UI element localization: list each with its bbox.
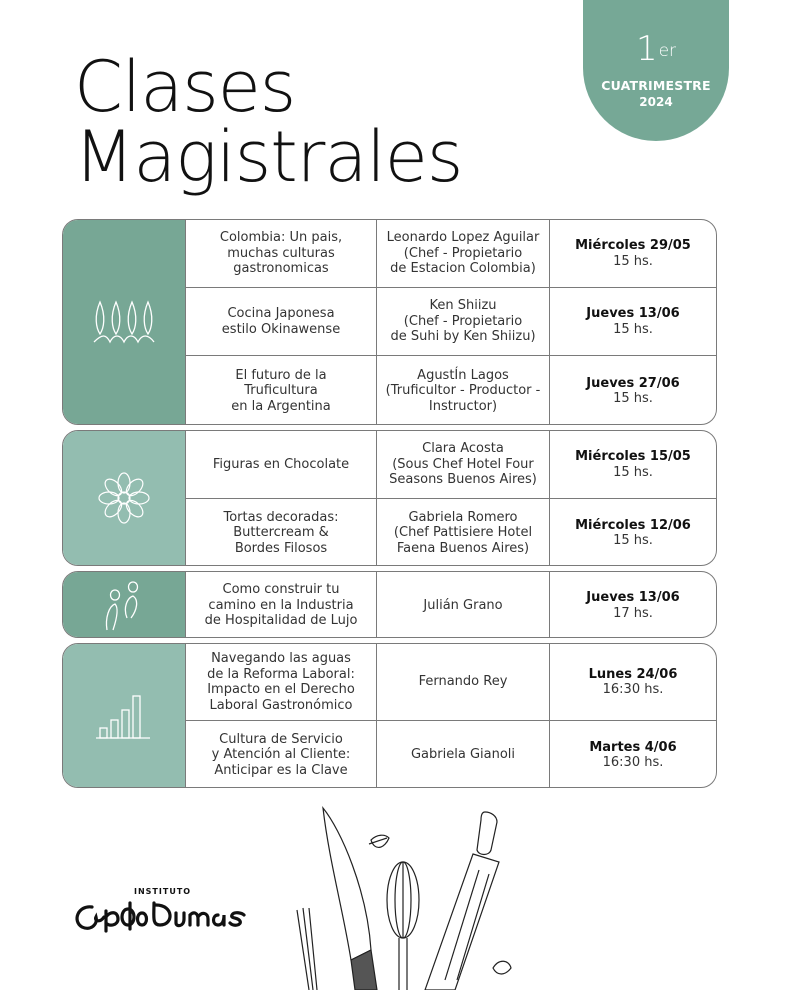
class-day: Lunes 24/06 [588, 666, 678, 682]
flower-icon [95, 469, 153, 527]
class-time: 16:30 hs. [602, 682, 664, 697]
class-date [549, 220, 716, 287]
class-time: 16:30 hs. [602, 755, 664, 770]
class-date [549, 572, 716, 638]
class-topic: Figuras en Chocolate [185, 431, 376, 498]
table-row [185, 355, 716, 425]
class-topic: El futuro de la Truficultura en la Argentina [185, 356, 376, 425]
wheat-icon [92, 298, 156, 346]
class-speaker: Julián Grano [376, 572, 549, 638]
class-date [549, 499, 716, 566]
class-topic: Navegando las aguas de la Reforma Laboral: Impacto en el Derecho Laboral Gastronómico [185, 644, 376, 720]
class-day: Jueves 27/06 [586, 375, 680, 391]
class-day: Miércoles 15/05 [575, 449, 691, 464]
class-speaker: Gabriela Romero (Chef Pattisiere Hotel Faena Buenos Aires) [376, 499, 549, 566]
institute-logo [70, 885, 250, 945]
schedule-group-3 [62, 571, 717, 638]
page-title [74, 46, 463, 198]
signature-logo-icon [70, 897, 248, 939]
class-topic: Como construir tu camino en la Industria de Hospitalidad de Lujo [185, 572, 376, 638]
class-speaker: Ken Shiizu (Chef - Propietario de Suhi by Ken Shiizu) [376, 288, 549, 355]
class-day: Miércoles 29/05 [575, 238, 691, 253]
group-side-panel [63, 644, 185, 787]
class-topic: Cocina Japonesa estilo Okinawense [185, 288, 376, 355]
fork-icon [297, 908, 317, 990]
schedule-group-1 [62, 219, 717, 425]
class-speaker: Fernando Rey [376, 644, 549, 720]
whisk-icon [387, 862, 419, 990]
class-topic: Cultura de Servicio y Atención al Cliente: Anticipar es la Clave [185, 721, 376, 788]
class-time: 15 hs. [613, 321, 653, 337]
leaf-icon [371, 835, 389, 847]
class-speaker: Clara Acosta (Sous Chef Hotel Four Seasons Buenos Aires) [376, 431, 549, 498]
schedule-group-2 [62, 430, 717, 566]
class-speaker: AgustÍn Lagos (Truficultor - Productor - Instructor) [376, 356, 549, 425]
class-speaker: Gabriela Gianoli [376, 721, 549, 788]
class-day: Jueves 13/06 [586, 590, 680, 605]
kitchen-tools-illustration [285, 800, 525, 990]
knife-icon [323, 808, 371, 960]
class-time: 15 hs. [613, 533, 653, 548]
class-day: Miércoles 12/06 [575, 517, 691, 533]
class-topic: Colombia: Un pais, muchas culturas gastronomicas [185, 220, 376, 287]
group-side-panel [63, 220, 185, 424]
class-time: 15 hs. [613, 253, 653, 269]
table-row [185, 644, 716, 720]
rolling-pin-icon [425, 812, 499, 990]
title-line-1: Clases [74, 46, 296, 128]
logo-label: INSTITUTO [134, 887, 192, 896]
table-row [185, 572, 716, 638]
class-time: 15 hs. [613, 464, 653, 480]
badge-year: 2024 [639, 95, 673, 109]
badge-suffix: er [658, 41, 677, 61]
table-row [185, 431, 716, 498]
class-time: 15 hs. [613, 391, 653, 406]
class-date [549, 431, 716, 498]
class-date [549, 644, 716, 720]
table-row [185, 287, 716, 355]
table-row [185, 720, 716, 788]
schedule-group-4 [62, 643, 717, 788]
bar-chart-icon [96, 690, 152, 742]
class-day: Martes 4/06 [589, 739, 677, 755]
class-speaker: Leonardo Lopez Aguilar (Chef - Propietario de Estacion Colombia) [376, 220, 549, 287]
class-date [549, 356, 716, 425]
group-side-panel [63, 431, 185, 565]
class-date [549, 288, 716, 355]
term-badge [583, 0, 729, 141]
table-row [185, 498, 716, 566]
badge-number: 1er [635, 29, 677, 69]
class-time: 17 hs. [613, 605, 653, 621]
class-day: Jueves 13/06 [586, 306, 680, 321]
people-icon [101, 578, 147, 632]
group-side-panel [63, 572, 185, 637]
title-line-2: Magistrales [74, 116, 463, 198]
class-date [549, 721, 716, 788]
badge-term: CUATRIMESTRE [601, 78, 711, 93]
table-row [185, 220, 716, 287]
class-topic: Tortas decoradas: Buttercream & Bordes Filosos [185, 499, 376, 566]
